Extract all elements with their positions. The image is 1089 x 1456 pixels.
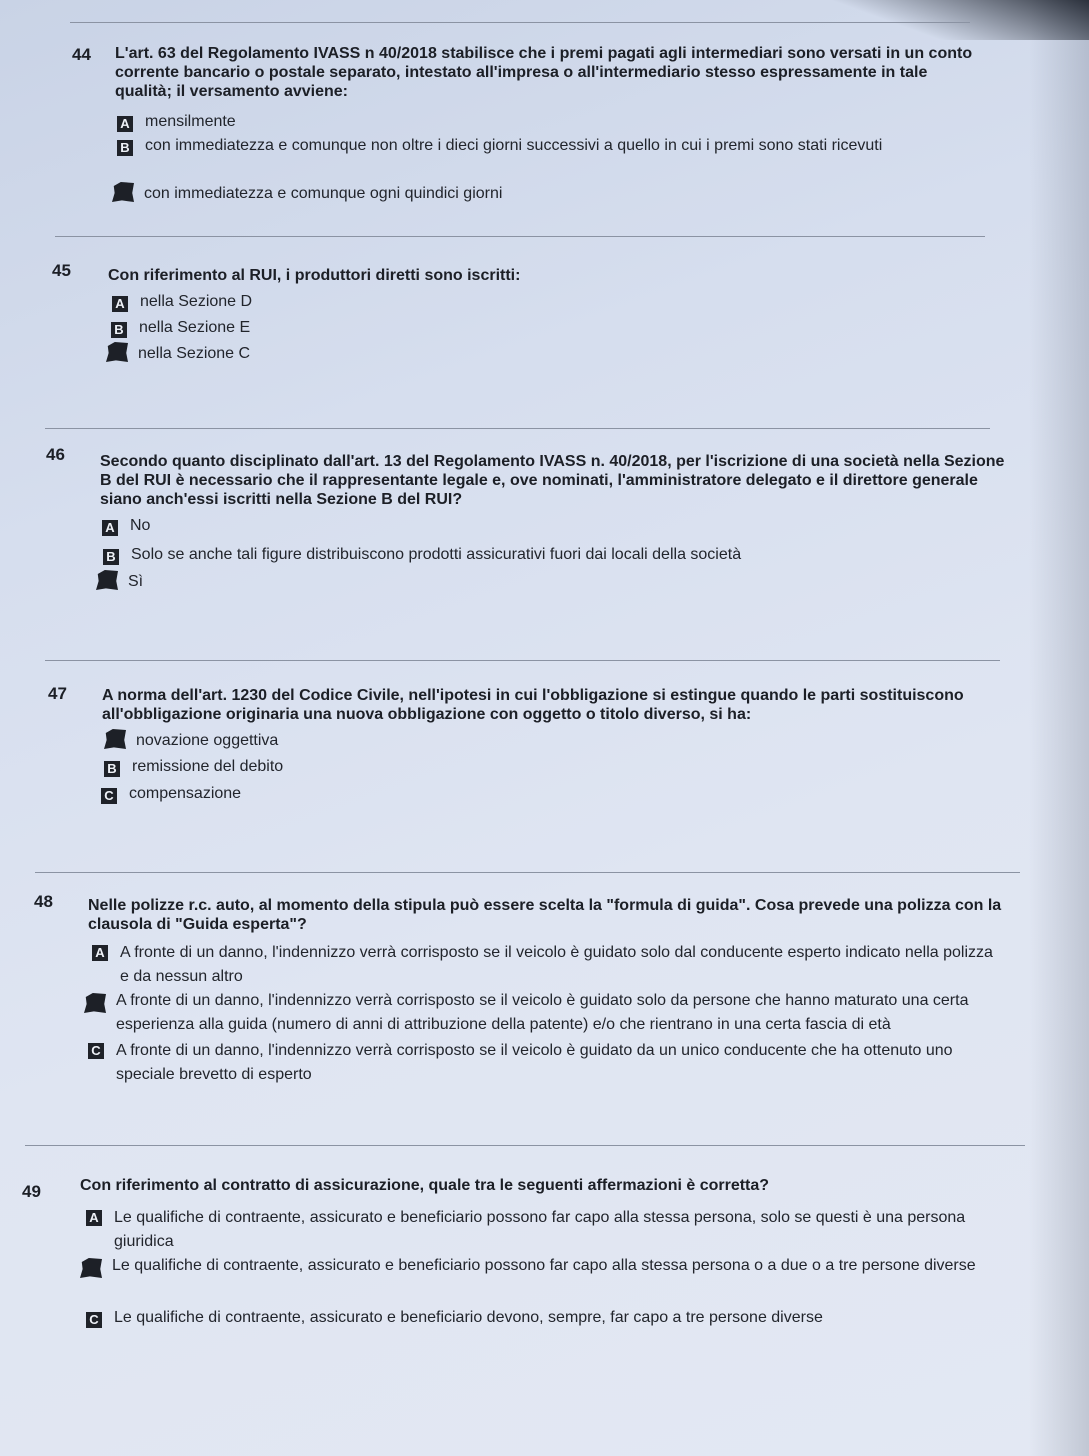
option-text: mensilmente [145, 113, 236, 130]
option-text: novazione oggettiva [136, 732, 279, 749]
question-number: 49 [22, 1182, 41, 1201]
pen-mark-icon [80, 1258, 102, 1278]
option-letter: A [117, 116, 133, 132]
pen-mark-icon [112, 182, 134, 202]
option-text: nella Sezione E [139, 319, 251, 336]
separator [55, 236, 985, 237]
option-c[interactable] [86, 1306, 1006, 1330]
separator [25, 1145, 1025, 1146]
option-letter: C [101, 788, 117, 804]
option-text: No [130, 517, 151, 534]
option-letter: B [103, 549, 119, 565]
option-b-marked[interactable] [80, 1254, 1010, 1278]
option-text: nella Sezione D [140, 293, 253, 310]
option-letter: B [104, 761, 120, 777]
question-text: A norma dell'art. 1230 del Codice Civile, nell'ipotesi in cui l'obbligazione si estingue quando le parti sostituiscono all'obbligazione originaria una nuova obbligazione con oggetto o titolo diverso, si ha: [102, 687, 964, 723]
question-number: 46 [46, 445, 65, 464]
option-letter: B [117, 140, 133, 156]
option-a-marked[interactable] [104, 729, 278, 753]
option-c[interactable] [88, 1039, 1018, 1087]
separator [70, 22, 970, 23]
option-text: con immediatezza e comunque ogni quindici giorni [144, 185, 503, 202]
option-letter: A [86, 1210, 102, 1226]
option-text: A fronte di un danno, l'indennizzo verrà corrisposto se il veicolo è guidato solo da persone che hanno maturato una certa esperienza alla guida (numero di anni di attribuzione della patente) e/o che rientrano in una certa fascia di età [116, 992, 969, 1033]
pen-mark-icon [96, 570, 118, 590]
question-text: Con riferimento al contratto di assicurazione, quale tra le seguenti affermazioni è corretta? [80, 1177, 770, 1194]
option-a[interactable] [92, 941, 1012, 989]
separator [45, 660, 1000, 661]
option-a[interactable] [102, 514, 150, 538]
question-number: 45 [52, 261, 71, 280]
question-text: Secondo quanto disciplinato dall'art. 13 del Regolamento IVASS n. 40/2018, per l'iscrizione di una società nella Sezione B del RUI è necessario che il rappresentante legale e, ove nominati, l'amministratore delegato e il direttore generale siano anch'essi iscritti nella Sezione B del RUI? [100, 453, 1005, 508]
question-number: 47 [48, 684, 67, 703]
option-c[interactable] [101, 782, 241, 806]
pen-mark-icon [104, 729, 126, 749]
option-b[interactable] [103, 543, 983, 567]
option-text: A fronte di un danno, l'indennizzo verrà corrisposto se il veicolo è guidato da un unico conducente che ha ottenuto uno speciale brevetto di esperto [116, 1042, 953, 1083]
option-b[interactable] [111, 316, 250, 340]
separator [35, 872, 1020, 873]
option-text: nella Sezione C [138, 345, 251, 362]
option-text: Sì [128, 573, 144, 590]
question-number: 44 [72, 45, 91, 64]
option-a[interactable] [86, 1206, 1006, 1254]
option-c-marked[interactable] [106, 342, 250, 366]
question-number: 48 [34, 892, 53, 911]
option-text: A fronte di un danno, l'indennizzo verrà corrisposto se il veicolo è guidato solo dal conducente esperto indicato nella polizza e da nessun altro [120, 944, 993, 985]
question-text: L'art. 63 del Regolamento IVASS n 40/2018 stabilisce che i premi pagati agli intermediari sono versati in un conto corrente bancario o postale separato, intestato all'impresa o all'intermediario stesso espressamente in tale qualità; il versamento avviene: [115, 45, 973, 100]
option-text: Le qualifiche di contraente, assicurato e beneficiario possono far capo alla stessa persona o a due o a tre persone diverse [112, 1257, 976, 1274]
option-c-marked[interactable] [96, 570, 143, 594]
option-c-marked[interactable] [112, 182, 962, 206]
option-b[interactable] [117, 134, 977, 158]
option-a[interactable] [117, 110, 967, 134]
option-text: Le qualifiche di contraente, assicurato e beneficiario possono far capo alla stessa persona, solo se questi è una persona giuridica [114, 1209, 966, 1250]
option-letter: C [86, 1312, 102, 1328]
option-letter: C [88, 1043, 104, 1059]
option-text: con immediatezza e comunque non oltre i dieci giorni successivi a quello in cui i premi sono stati ricevuti [145, 137, 883, 154]
page-shadow [1029, 0, 1089, 1456]
option-a[interactable] [112, 290, 252, 314]
pen-mark-icon [84, 993, 106, 1013]
option-text: Solo se anche tali figure distribuiscono prodotti assicurativi fuori dai locali della società [131, 546, 742, 563]
question-text: Nelle polizze r.c. auto, al momento della stipula può essere scelta la "formula di guida". Cosa prevede una polizza con la clausola di "Guida esperta"? [88, 897, 1002, 933]
option-letter: A [102, 520, 118, 536]
option-b-marked[interactable] [84, 989, 1014, 1037]
separator [45, 428, 990, 429]
option-letter: A [92, 945, 108, 961]
background-corner [829, 0, 1089, 40]
option-letter: B [111, 322, 127, 338]
option-letter: A [112, 296, 128, 312]
pen-mark-icon [106, 342, 128, 362]
option-text: Le qualifiche di contraente, assicurato e beneficiario devono, sempre, far capo a tre persone diverse [114, 1309, 823, 1326]
option-b[interactable] [104, 755, 283, 779]
question-text: Con riferimento al RUI, i produttori diretti sono iscritti: [108, 267, 521, 284]
option-text: compensazione [129, 785, 242, 802]
option-text: remissione del debito [132, 758, 284, 775]
